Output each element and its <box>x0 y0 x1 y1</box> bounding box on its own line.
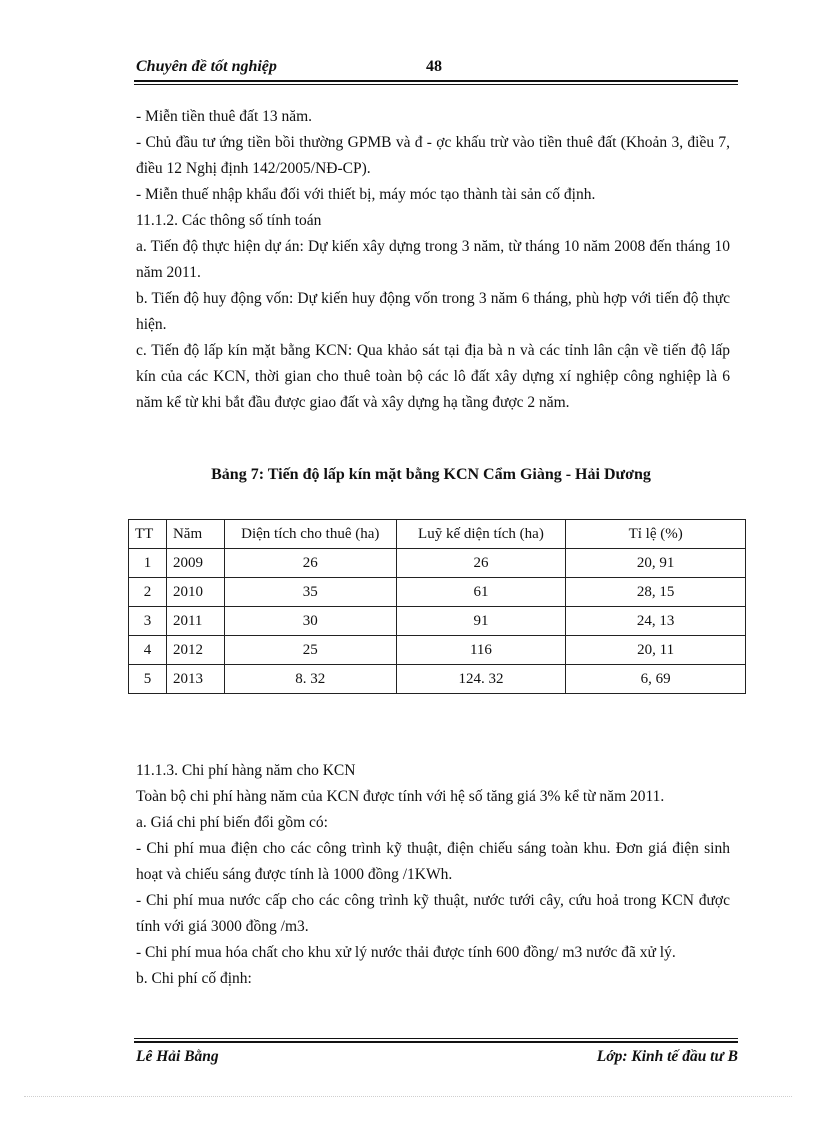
table-cell: 2011 <box>166 607 224 636</box>
data-table <box>128 519 746 694</box>
table-cell: 35 <box>224 578 396 607</box>
table-cell: 116 <box>396 636 566 665</box>
table-header-cell: Năm <box>166 520 224 549</box>
table-row <box>129 636 746 665</box>
table-caption: Bảng 7: Tiến độ lấp kín mặt bằng KCN Cẩm Giàng - Hải Dương <box>211 466 651 483</box>
page-number: 48 <box>426 58 442 75</box>
table-header-cell: TT <box>129 520 167 549</box>
table-cell: 2010 <box>166 578 224 607</box>
table-row <box>129 578 746 607</box>
section-heading: 11.1.3. Chi phí hàng năm cho KCN <box>136 762 356 779</box>
table-cell: 2009 <box>166 549 224 578</box>
table-cell: 124. 32 <box>396 665 566 694</box>
table-cell: 20, 11 <box>566 636 746 665</box>
table-cell: 24, 13 <box>566 607 746 636</box>
table-row <box>129 665 746 694</box>
page-footer <box>136 1046 738 1070</box>
table-row <box>129 607 746 636</box>
table-cell: 91 <box>396 607 566 636</box>
paragraph: - Chi phí mua nước cấp cho các công trình kỹ thuật, nước tưới cây, cứu hoả trong KCN được tính với giá 3000 đồng /m3. <box>136 892 730 935</box>
body-text-top <box>136 104 730 416</box>
table-cell: 4 <box>129 636 167 665</box>
table-cell: 26 <box>224 549 396 578</box>
page-header <box>136 56 738 80</box>
table-cell: 3 <box>129 607 167 636</box>
paragraph: Toàn bộ chi phí hàng năm của KCN được tính với hệ số tăng giá 3% kể từ năm 2011. <box>136 788 665 805</box>
paragraph: b. Chi phí cố định: <box>136 970 252 987</box>
header-rule-thin <box>134 84 738 85</box>
table-cell: 8. 32 <box>224 665 396 694</box>
body-text-bottom <box>136 758 730 992</box>
table-cell: 20, 91 <box>566 549 746 578</box>
table-cell: 2013 <box>166 665 224 694</box>
paragraph: a. Giá chi phí biến đổi gồm có: <box>136 814 328 831</box>
paragraph: - Miễn thuế nhập khẩu đối với thiết bị, máy móc tạo thành tài sản cố định. <box>136 186 596 203</box>
table-cell: 30 <box>224 607 396 636</box>
table-cell: 2 <box>129 578 167 607</box>
table-cell: 28, 15 <box>566 578 746 607</box>
paragraph: - Chi phí mua điện cho các công trình kỹ thuật, điện chiếu sáng toàn khu. Đơn giá điện sinh hoạt và chiếu sáng được tính là 1000 đồng /1KWh. <box>136 840 730 883</box>
footer-class: Lớp: Kinh tế đầu tư B <box>596 1048 738 1065</box>
table-cell: 6, 69 <box>566 665 746 694</box>
page-edge-divider <box>24 1096 792 1097</box>
paragraph: c. Tiến độ lấp kín mặt bằng KCN: Qua khảo sát tại địa bà n và các tỉnh lân cận về tiến độ lấp kín của các KCN, thời gian cho thuê toàn bộ các lô đất xây dựng xí nghiệp công nghiệp là 6 năm kể từ khi bắt đầu được giao đất và xây dựng hạ tầng được 2 năm. <box>136 342 730 411</box>
table-cell: 61 <box>396 578 566 607</box>
table-cell: 1 <box>129 549 167 578</box>
paragraph: - Chi phí mua hóa chất cho khu xử lý nước thải được tính 600 đồng/ m3 nước đã xử lý. <box>136 944 676 961</box>
table-cell: 2012 <box>166 636 224 665</box>
footer-author: Lê Hải Bằng <box>136 1048 219 1065</box>
paragraph: b. Tiến độ huy động vốn: Dự kiến huy động vốn trong 3 năm 6 tháng, phù hợp với tiến độ thực hiện. <box>136 290 730 333</box>
table-header-cell: Tỉ lệ (%) <box>566 520 746 549</box>
paragraph: - Chủ đầu tư ứng tiền bồi thường GPMB và đ - ợc khấu trừ vào tiền thuê đất (Khoản 3, điều 7, điều 12 Nghị định 142/2005/NĐ-CP). <box>136 134 730 177</box>
table-cell: 26 <box>396 549 566 578</box>
header-title: Chuyên đề tốt nghiệp <box>136 58 277 75</box>
paragraph: - Miễn tiền thuê đất 13 năm. <box>136 108 313 125</box>
table-row <box>129 549 746 578</box>
table-cell: 5 <box>129 665 167 694</box>
footer-rule-thin <box>134 1038 738 1039</box>
table-header-cell: Luỹ kế diện tích (ha) <box>396 520 566 549</box>
paragraph: a. Tiến độ thực hiện dự án: Dự kiến xây dựng trong 3 năm, từ tháng 10 năm 2008 đến tháng 10 năm 2011. <box>136 238 730 281</box>
section-heading: 11.1.2. Các thông số tính toán <box>136 212 322 229</box>
table-header-row <box>129 520 746 549</box>
table-cell: 25 <box>224 636 396 665</box>
table-header-cell: Diện tích cho thuê (ha) <box>224 520 396 549</box>
header-rule-thick <box>134 80 738 82</box>
footer-rule-thick <box>134 1041 738 1043</box>
